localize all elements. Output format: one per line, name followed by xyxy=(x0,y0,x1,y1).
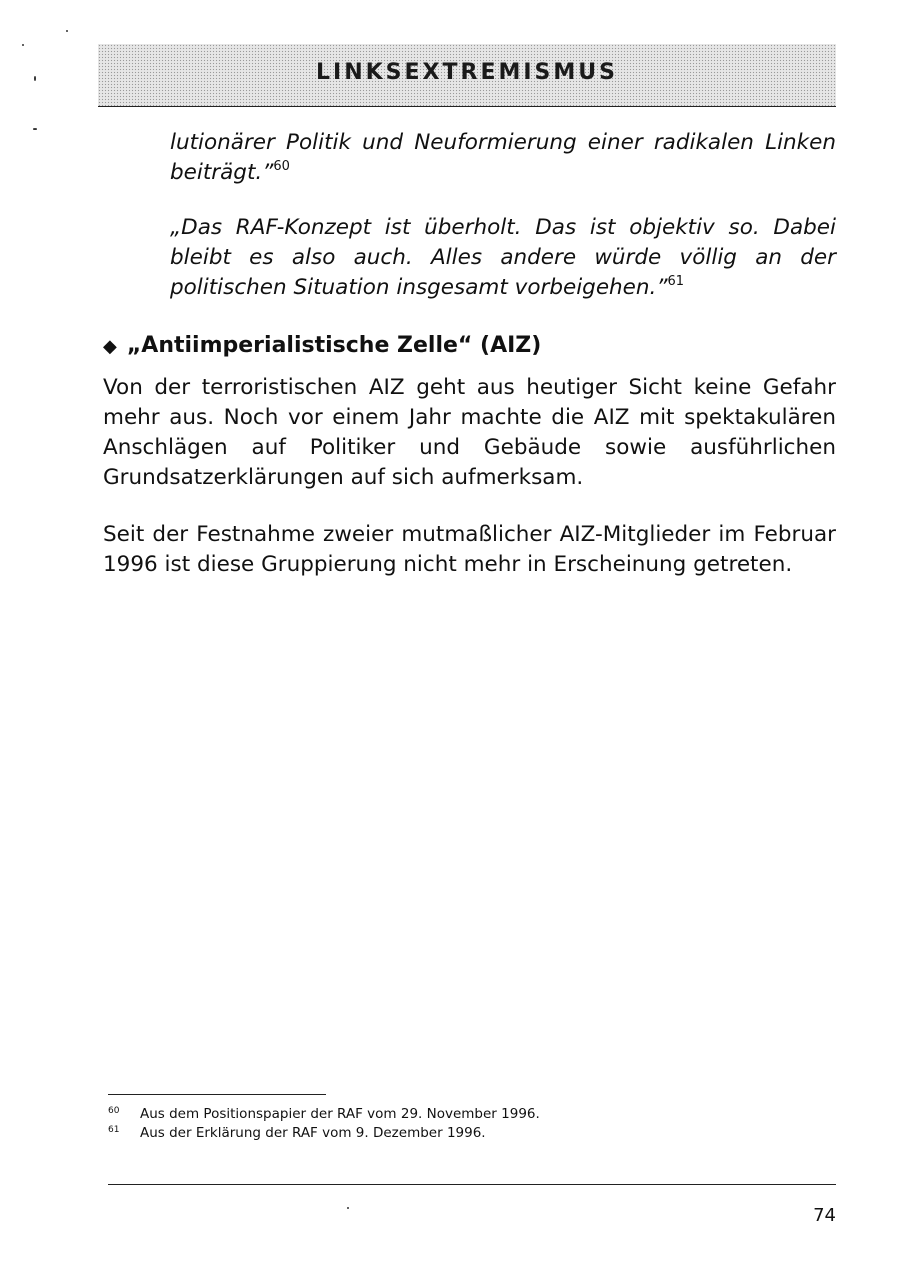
body-paragraph: Seit der Festnahme zweier mutmaßlicher AIZ-Mitglieder im Februar 1996 ist diese Gruppierung nicht mehr in Erscheinung getreten. xyxy=(103,522,836,577)
footnote-number: 60 xyxy=(108,1106,120,1116)
scan-speck xyxy=(34,76,36,81)
section-heading xyxy=(103,331,836,362)
block-quote xyxy=(170,213,836,303)
footnote-text: Aus der Erklärung der RAF vom 9. Dezember 1996. xyxy=(140,1125,486,1141)
footer-divider xyxy=(108,1184,836,1185)
scan-speck xyxy=(66,30,68,32)
footnote-text: Aus dem Positionspapier der RAF vom 29. November 1996. xyxy=(140,1106,540,1122)
footnote-number: 61 xyxy=(108,1125,120,1135)
quote-text: lutionärer Politik und Neuformierung einer radikalen Linken beiträgt.” xyxy=(170,130,836,185)
scan-speck xyxy=(33,128,37,130)
quote-text: „Das RAF-Konzept ist überholt. Das ist objektiv so. Dabei bleibt es also auch. Alles andere würde völlig an der politischen Situation insgesamt vorbeigehen.” xyxy=(170,215,836,300)
section-heading-text: „Antiimperialistische Zelle“ (AIZ) xyxy=(126,333,542,358)
footnote xyxy=(108,1121,836,1142)
scan-speck xyxy=(22,44,24,46)
footnote xyxy=(108,1102,836,1123)
diamond-bullet-icon: ◆ xyxy=(103,336,117,357)
footnote-ref[interactable]: 61 xyxy=(667,274,685,289)
body-paragraph: Von der terroristischen AIZ geht aus heutiger Sicht keine Gefahr mehr aus. Noch vor einem Jahr machte die AIZ mit spektakulären Anschlägen auf Politiker und Gebäude sowie ausführlichen Grundsatzerklärungen auf sich aufmerksam. xyxy=(103,375,836,490)
page-number: 74 xyxy=(813,1205,836,1226)
running-header xyxy=(98,44,836,107)
footnote-ref[interactable]: 60 xyxy=(273,159,290,174)
footnote-divider xyxy=(108,1094,326,1095)
block-quote xyxy=(170,128,836,188)
running-header-title: LINKSEXTREMISMUS xyxy=(316,60,618,85)
scan-speck xyxy=(347,1207,349,1209)
